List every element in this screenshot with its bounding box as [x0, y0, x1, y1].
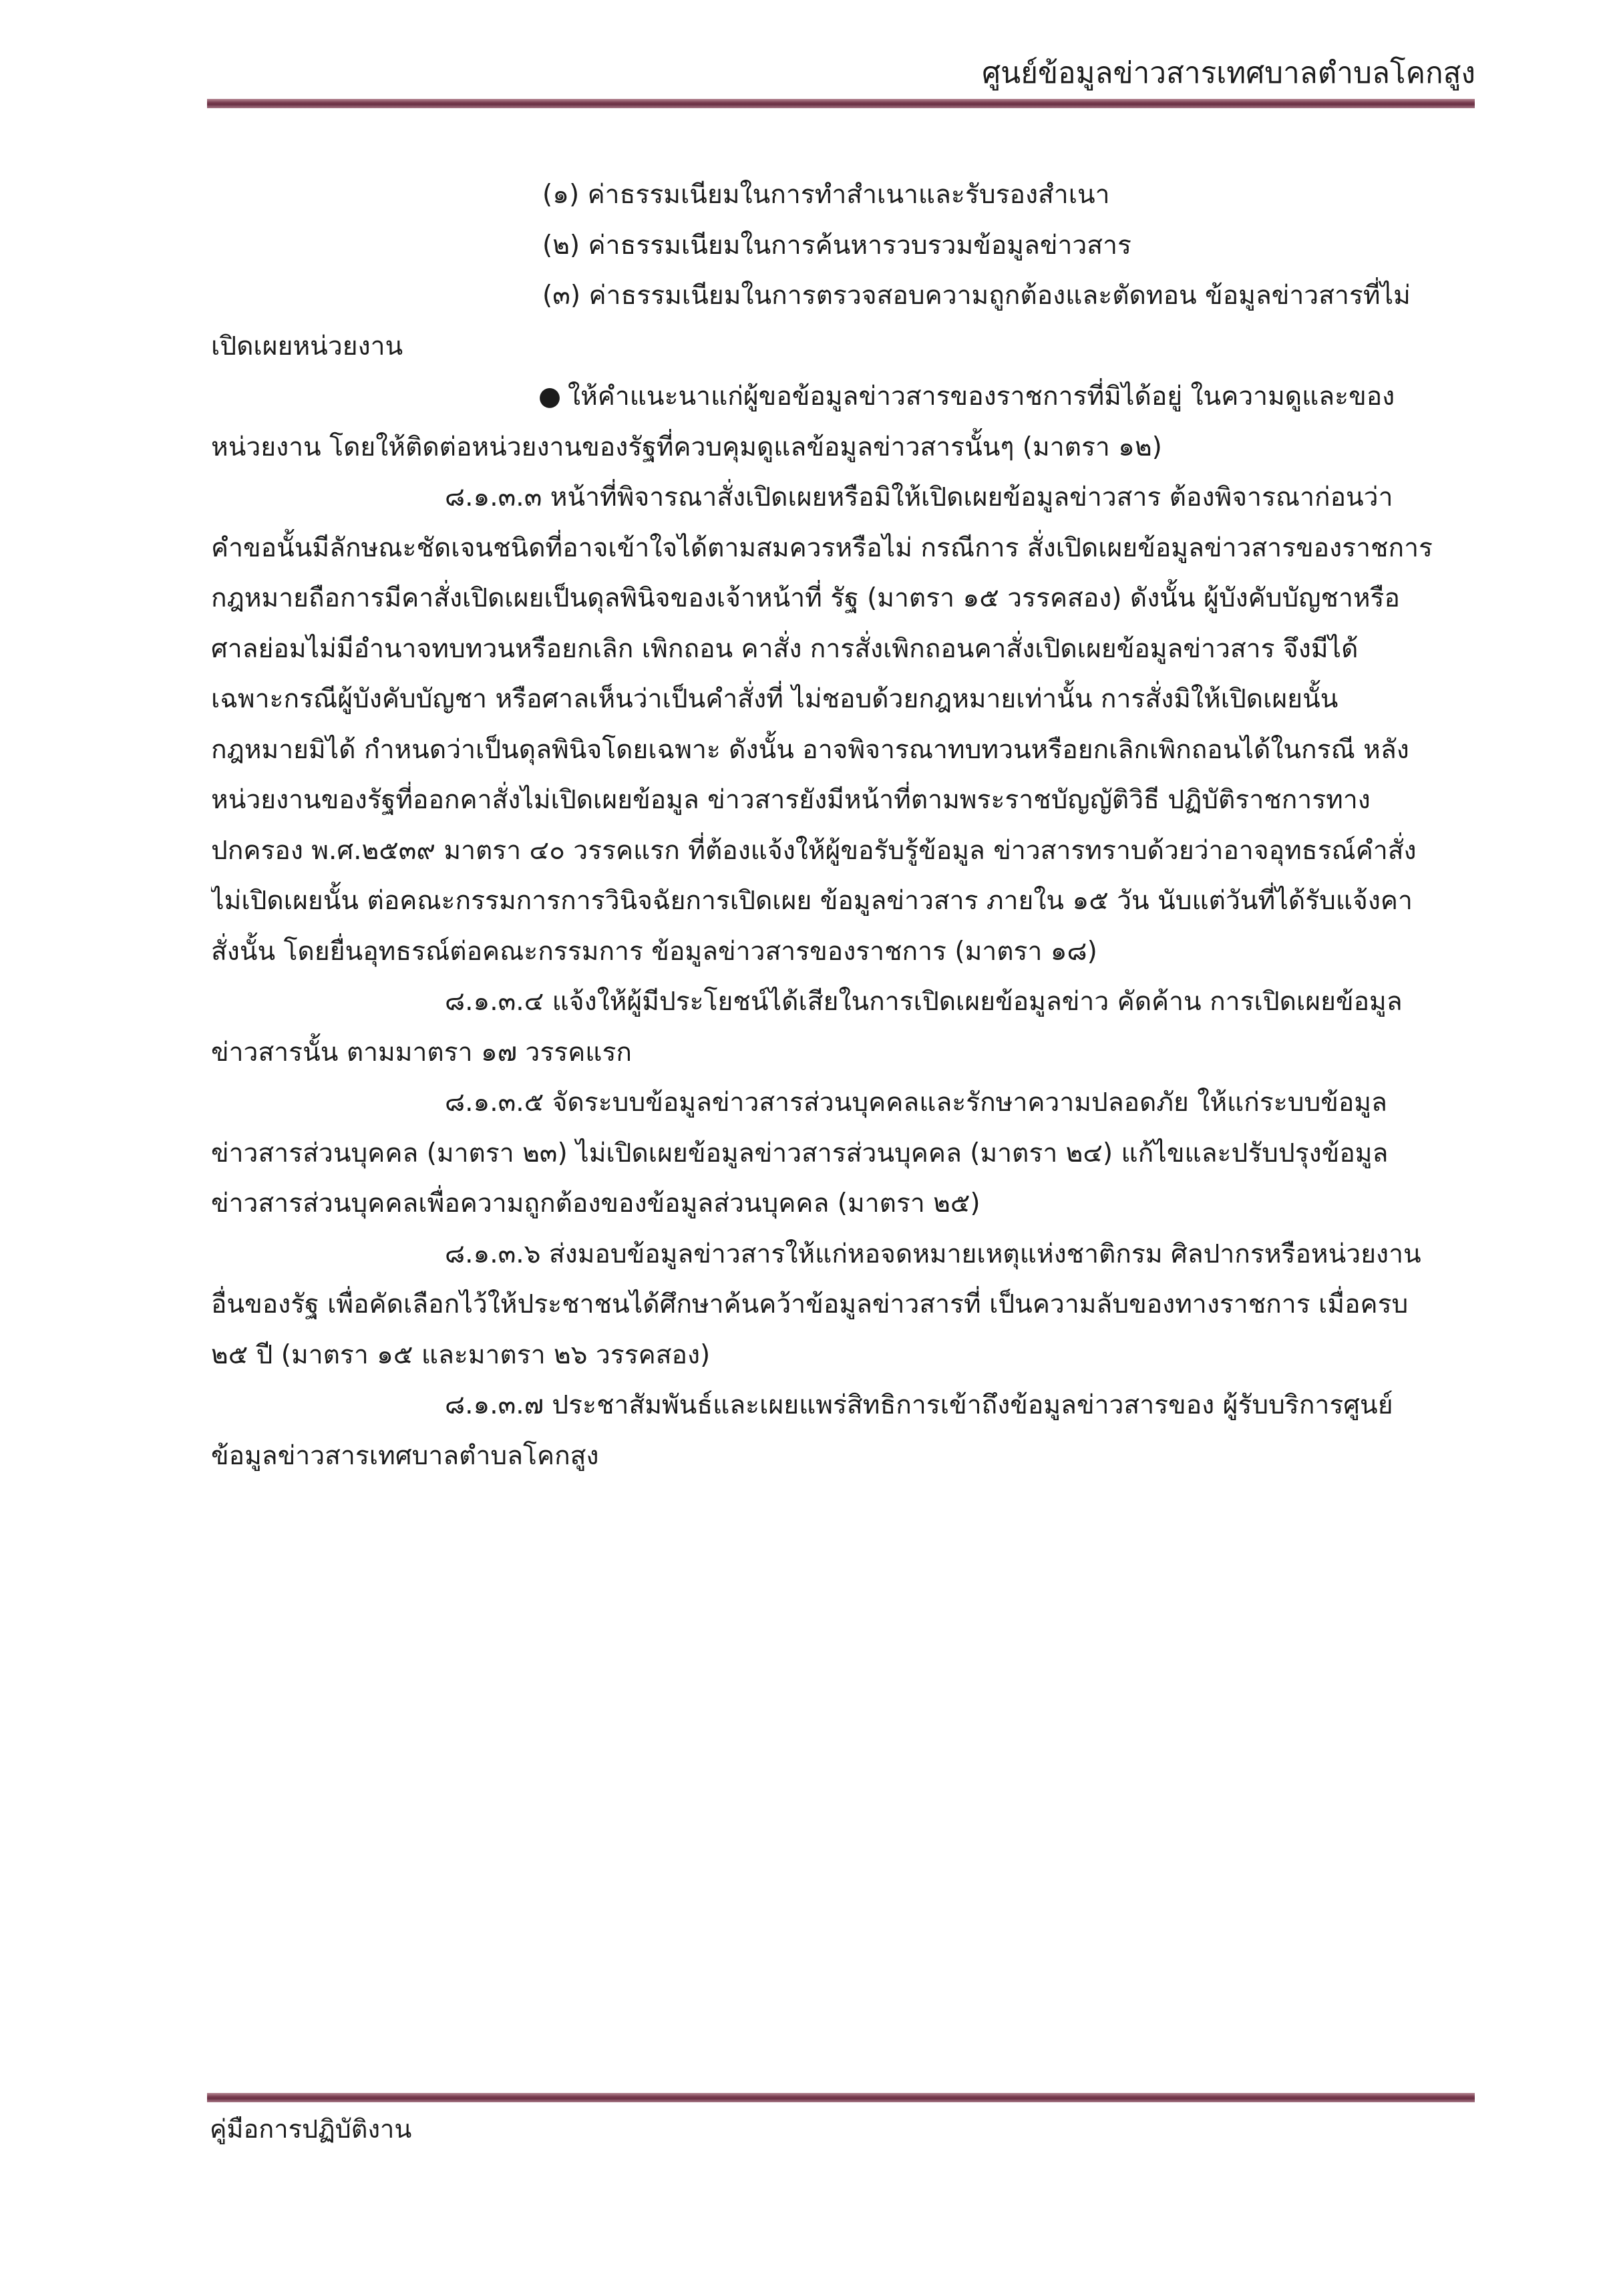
paragraph-line: หน่วยงานของรัฐที่ออกคาสั่งไม่เปิดเผยข้อมูล ข่าวสารยังมีหน้าที่ตามพระราชบัญญัติวิธี ปฏิบัติราชการทาง [211, 785, 1371, 815]
paragraph-line: ปกครอง พ.ศ.๒๕๓๙ มาตรา ๔๐ วรรคแรก ที่ต้องแจ้งให้ผู้ขอรับรู้ข้อมูล ข่าวสารทราบด้วยว่าอาจอุทธรณ์คำสั่ง [211, 835, 1417, 866]
bullet-icon: ● [538, 381, 562, 412]
header-divider [207, 99, 1475, 108]
paragraph-line: ข่าวสารส่วนบุคคล (มาตรา ๒๓) ไม่เปิดเผยข้อมูลข่าวสารส่วนบุคคล (มาตรา ๒๔) แก้ไขและปรับปรุงข้อมูล [211, 1138, 1389, 1168]
paragraph-line: ไม่เปิดเผยนั้น ต่อคณะกรรมการการวินิจฉัยการเปิดเผย ข้อมูลข่าวสาร ภายใน ๑๕ วัน นับแต่วันที่ได้รับแจ้งคา [211, 886, 1413, 916]
paragraph-line: สั่งนั้น โดยยื่นอุทธรณ์ต่อคณะกรรมการ ข้อมูลข่าวสารของราชการ (มาตรา ๑๘) [211, 936, 1097, 967]
section-8-1-3-5-heading: ๘.๑.๓.๕ จัดระบบข้อมูลข่าวสารส่วนบุคคลและรักษาความปลอดภัย ให้แก่ระบบข้อมูล [445, 1088, 1387, 1118]
paragraph-line: ข่าวสารส่วนบุคคลเพื่อความถูกต้องของข้อมูลส่วนบุคคล (มาตรา ๒๕) [211, 1188, 980, 1218]
fee-item-3: (๓) ค่าธรรมเนียมในการตรวจสอบความถูกต้องและตัดทอน ข้อมูลข่าวสารที่ไม่ [542, 281, 1411, 311]
paragraph-line: ข้อมูลข่าวสารเทศบาลตำบลโคกสูง [211, 1440, 599, 1471]
section-8-1-3-4-heading: ๘.๑.๓.๔ แจ้งให้ผู้มีประโยชน์ได้เสียในการเปิดเผยข้อมูลข่าว คัดค้าน การเปิดเผยข้อมูล [445, 987, 1403, 1017]
paragraph-line: ๒๕ ปี (มาตรา ๑๕ และมาตรา ๒๖ วรรคสอง) [211, 1339, 711, 1370]
paragraph-line: กฎหมายถือการมีคาสั่งเปิดเผยเป็นดุลพินิจของเจ้าหน้าที่ รัฐ (มาตรา ๑๕ วรรคสอง) ดังนั้น ผู้บังคับบัญชาหรือ [211, 583, 1400, 613]
paragraph-line: อื่นของรัฐ เพื่อคัดเลือกไว้ให้ประชาชนได้ศึกษาค้นคว้าข้อมูลข่าวสารที่ เป็นความลับของทางราชการ เมื่อครบ [211, 1289, 1409, 1319]
paragraph-line: กฎหมายมิได้ กำหนดว่าเป็นดุลพินิจโดยเฉพาะ ดังนั้น อาจพิจารณาทบทวนหรือยกเลิกเพิกถอนได้ในกรณี หลัง [211, 734, 1409, 765]
paragraph-line: ข่าวสารนั้น ตามมาตรา ๑๗ วรรคแรก [211, 1037, 632, 1068]
page-header-title: ศูนย์ข้อมูลข่าวสารเทศบาลตำบลโคกสูง [982, 56, 1475, 90]
paragraph-line: หน่วยงาน โดยให้ติดต่อหน่วยงานของรัฐที่ควบคุมดูแลข้อมูลข่าวสารนั้นๆ (มาตรา ๑๒) [211, 432, 1162, 462]
page-footer-title: คู่มือการปฏิบัติงาน [210, 2114, 412, 2144]
fee-item-2: (๒) ค่าธรรมเนียมในการค้นหารวบรวมข้อมูลข่าวสาร [542, 230, 1131, 261]
fee-item-1: (๑) ค่าธรรมเนียมในการทำสำเนาและรับรองสำเนา [542, 180, 1110, 210]
paragraph-line: เฉพาะกรณีผู้บังคับบัญชา หรือศาลเห็นว่าเป็นคำสั่งที่ ไม่ชอบด้วยกฎหมายเท่านั้น การสั่งมิให้เปิดเผยนั้น [211, 684, 1338, 714]
paragraph-line: คำขอนั้นมีลักษณะชัดเจนชนิดที่อาจเข้าใจได้ตามสมควรหรือไม่ กรณีการ สั่งเปิดเผยข้อมูลข่าวสารของราชการ [211, 532, 1433, 563]
paragraph-line: ศาลย่อมไม่มีอำนาจทบทวนหรือยกเลิก เพิกถอน คาสั่ง การสั่งเพิกถอนคาสั่งเปิดเผยข้อมูลข่าวสาร จึงมีได้ [211, 633, 1359, 664]
footer-divider [207, 2093, 1475, 2102]
bullet-paragraph-line [211, 371, 1473, 422]
section-8-1-3-3-heading: ๘.๑.๓.๓ หน้าที่พิจารณาสั่งเปิดเผยหรือมิให้เปิดเผยข้อมูลข่าวสาร ต้องพิจารณาก่อนว่า [445, 482, 1393, 512]
document-body [211, 170, 1473, 1481]
section-8-1-3-6-heading: ๘.๑.๓.๖ ส่งมอบข้อมูลข่าวสารให้แก่หอจดหมายเหตุแห่งชาติกรม ศิลปากรหรือหน่วยงาน [445, 1239, 1421, 1269]
bullet-paragraph-text: ให้คำแนะนาแก่ผู้ขอข้อมูลข่าวสารของราชการที่มิได้อยู่ ในความดูและของ [568, 381, 1395, 412]
fee-item-3-continued: เปิดเผยหน่วยงาน [211, 331, 403, 361]
section-8-1-3-7-heading: ๘.๑.๓.๗ ประชาสัมพันธ์และเผยแพร่สิทธิการเข้าถึงข้อมูลข่าวสารของ ผู้รับบริการศูนย์ [445, 1390, 1393, 1420]
